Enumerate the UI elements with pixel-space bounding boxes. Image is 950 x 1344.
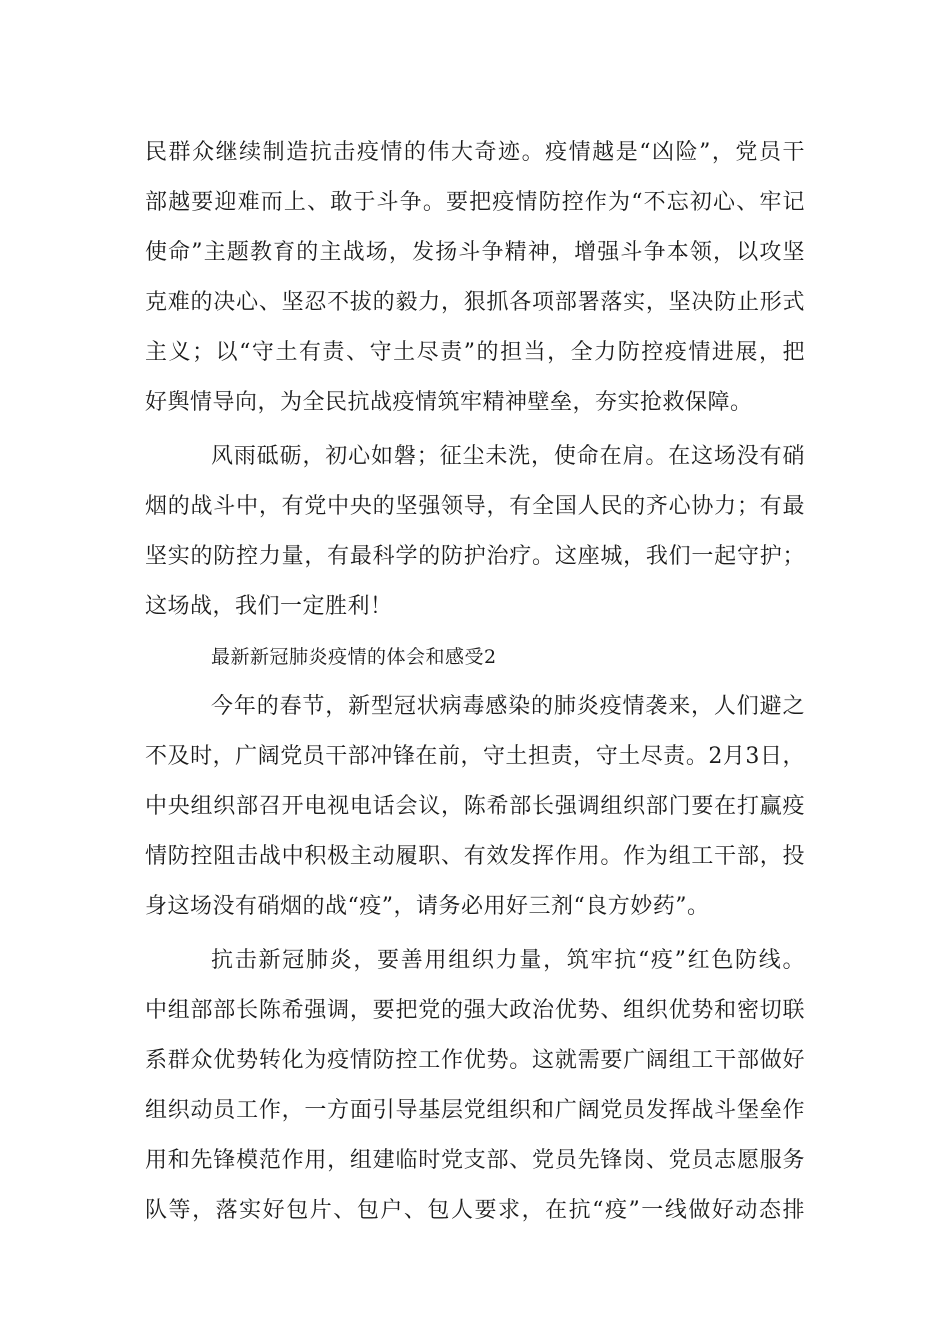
paragraph-line: 用和先锋模范作用，组建临时党支部、党员先锋岗、党员志愿服务	[145, 1148, 805, 1173]
paragraph-line: 情防控阻击战中积极主动履职、有效发挥作用。作为组工干部，投	[145, 844, 805, 869]
paragraph-line: 民群众继续制造抗击疫情的伟大奇迹。疫情越是“凶险”，党员干	[145, 140, 805, 165]
paragraph-line: 烟的战斗中，有党中央的坚强领导，有全国人民的齐心协力；有最	[145, 494, 805, 519]
paragraph-line: 坚实的防控力量，有最科学的防护治疗。这座城，我们一起守护；	[145, 544, 805, 569]
paragraph-line: 风雨砥砺，初心如磐；征尘未洗，使命在肩。在这场没有硝	[211, 444, 805, 469]
paragraph-line: 今年的春节，新型冠状病毒感染的肺炎疫情袭来，人们避之	[211, 694, 805, 719]
document-body	[145, 128, 805, 1236]
paragraph-line: 这场战，我们一定胜利！	[145, 594, 393, 619]
paragraph-line: 中央组织部召开电视电话会议，陈希部长强调组织部门要在打赢疫	[145, 794, 805, 819]
paragraph-line: 中组部部长陈希强调，要把党的强大政治优势、组织优势和密切联	[145, 998, 805, 1023]
paragraph-line: 队等，落实好包片、包户、包人要求，在抗“疫”一线做好动态排	[145, 1198, 805, 1223]
paragraph-line: 不及时，广阔党员干部冲锋在前，守土担责，守土尽责。2月3日，	[145, 744, 805, 769]
section-heading: 最新新冠肺炎疫情的体会和感受2	[211, 646, 497, 668]
paragraph-line: 系群众优势转化为疫情防控工作优势。这就需要广阔组工干部做好	[145, 1048, 805, 1073]
paragraph-line: 克难的决心、坚忍不拔的毅力，狠抓各项部署落实，坚决防止形式	[145, 290, 805, 315]
paragraph-line: 部越要迎难而上、敢于斗争。要把疫情防控作为“不忘初心、牢记	[145, 190, 805, 215]
paragraph-line: 身这场没有硝烟的战“疫”，请务必用好三剂“良方妙药”。	[145, 894, 710, 919]
paragraph-line: 使命”主题教育的主战场，发扬斗争精神，增强斗争本领，以攻坚	[145, 240, 805, 265]
paragraph-line: 好舆情导向，为全民抗战疫情筑牢精神壁垒，夯实抢救保障。	[145, 390, 753, 415]
paragraph-line: 抗击新冠肺炎，要善用组织力量，筑牢抗“疫”红色防线。	[211, 948, 805, 973]
paragraph-line: 主义；以“守土有责、守土尽责”的担当，全力防控疫情进展，把	[145, 340, 805, 365]
paragraph-line: 组织动员工作，一方面引导基层党组织和广阔党员发挥战斗堡垒作	[145, 1098, 805, 1123]
